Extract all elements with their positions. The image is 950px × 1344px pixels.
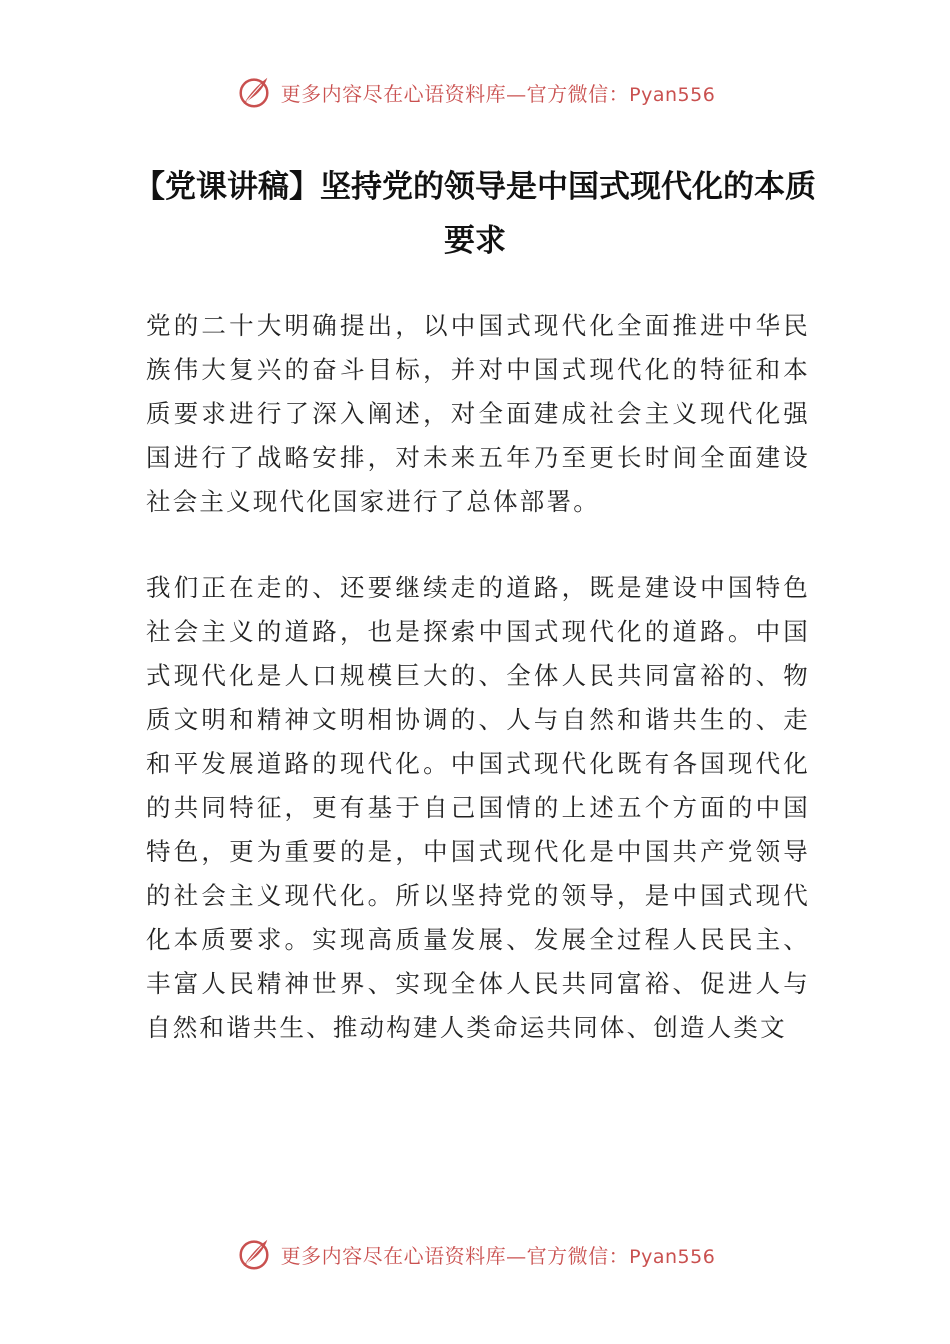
footer-banner-text: [281, 1240, 716, 1269]
header-banner-text: [281, 78, 716, 107]
paragraph-2: 我们正在走的、还要继续走的道路，既是建设中国特色社会主义的道路，也是探索中国式现代化的道路。中国式现代化是人口规模巨大的、全体人民共同富裕的、物质文明和精神文明相协调的、人与自然和谐共生的、走和平发展道路的现代化。中国式现代化既有各国现代化的共同特征，更有基于自己国情的上述五个方面的中国特色，更为重要的是，中国式现代化是中国共产党领导的社会主义现代化。所以坚持党的领导，是中国式现代化本质要求。实现高质量发展、发展全过程人民民主、丰富人民精神世界、实现全体人民共同富裕、促进人与自然和谐共生、推动构建人类命运共同体、创造人类文: [146, 573, 810, 1042]
footer-banner-label: 更多内容尽在心语资料库—官方微信：: [280, 1243, 630, 1268]
header-banner: [0, 68, 950, 116]
header-wechat-id: Pyan556: [629, 83, 716, 106]
feather-pen-logo-icon: [235, 73, 273, 111]
feather-pen-logo-icon: [235, 1235, 273, 1273]
page-title: 【党课讲稿】坚持党的领导是中国式现代化的本质要求: [134, 169, 816, 259]
paragraph-1: 党的二十大明确提出，以中国式现代化全面推进中华民族伟大复兴的奋斗目标，并对中国式现代化的特征和本质要求进行了深入阐述，对全面建成社会主义现代化强国进行了战略安排，对未来五年乃至更长时间全面建设社会主义现代化国家进行了总体部署。: [146, 311, 810, 516]
footer-banner: [0, 1230, 950, 1278]
footer-wechat-id: Pyan556: [629, 1245, 716, 1268]
header-banner-label: 更多内容尽在心语资料库—官方微信：: [280, 81, 630, 106]
